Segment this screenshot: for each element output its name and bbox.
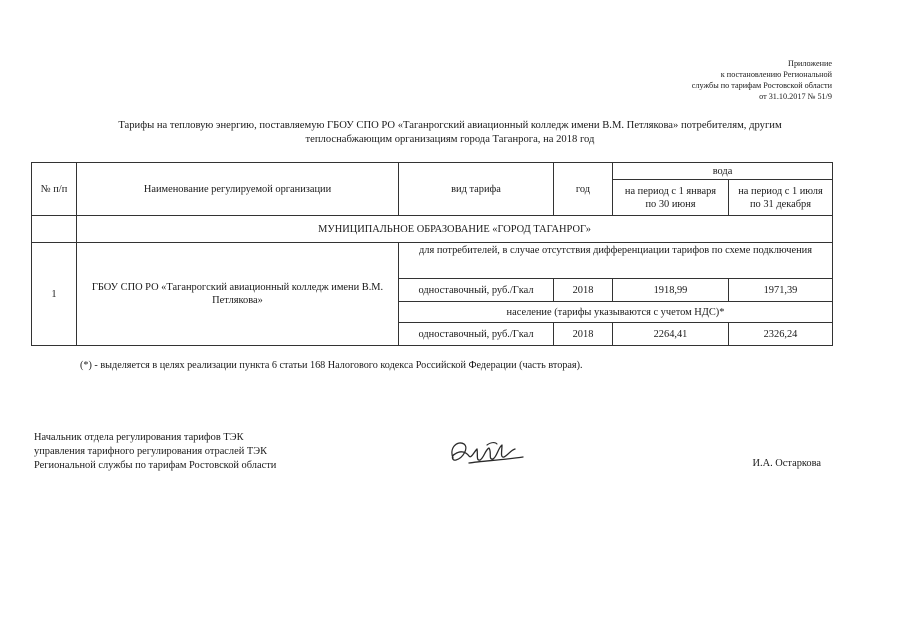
- title-line-2: теплоснабжающим организациям города Таганрога, на 2018 год: [305, 133, 595, 145]
- header-tariff-type: вид тарифа: [399, 163, 554, 216]
- year-cell: 2018: [554, 279, 613, 302]
- value-period-2: 2326,24: [729, 323, 833, 346]
- header-period-2: [729, 180, 833, 216]
- header-water: вода: [613, 163, 833, 180]
- header-period-1: [613, 180, 729, 216]
- consumers-note-row: [32, 243, 833, 279]
- signer-title-line: Начальник отдела регулирования тарифов ТЭК: [34, 432, 244, 443]
- header-year: год: [554, 163, 613, 216]
- municipality-row: [32, 216, 833, 243]
- value-period-1: 2264,41: [613, 323, 729, 346]
- period-1-line-1: на период с 1 января: [624, 185, 717, 197]
- footnote: (*) - выделяется в целях реализации пункта 6 статьи 168 Налогового кодекса Российской Федерации (часть вторая).: [80, 360, 583, 371]
- population-note: население (тарифы указываются с учетом НДС)*: [399, 302, 833, 323]
- header-number: № п/п: [32, 163, 77, 216]
- consumers-note: для потребителей, в случае отсутствия дифференциации тарифов по схеме подключения: [399, 243, 833, 279]
- title-line-1: Тарифы на тепловую энергию, поставляемую ГБОУ СПО РО «Таганрогский авиационный колледж имени В.М. Петлякова» потребителям, другим: [118, 120, 782, 131]
- period-2-line-2: по 31 декабря: [750, 198, 812, 210]
- signature-drawing: [447, 436, 527, 470]
- signer-name: И.А. Остаркова: [752, 458, 821, 469]
- document-title: [30, 119, 870, 146]
- year-cell: 2018: [554, 323, 613, 346]
- organization-name: ГБОУ СПО РО «Таганрогский авиационный колледж имени В.М. Петлякова»: [77, 243, 399, 346]
- appendix-line: к постановлению Региональной: [720, 70, 832, 79]
- period-1-line-2: по 30 июня: [645, 198, 696, 210]
- appendix-line: службы по тарифам Ростовской области: [691, 81, 832, 90]
- signer-title-line: управления тарифного регулирования отраслей ТЭК: [34, 446, 268, 457]
- value-period-2: 1971,39: [729, 279, 833, 302]
- tariff-type-cell: одноставочный, руб./Гкал: [399, 323, 554, 346]
- municipality-name: МУНИЦИПАЛЬНОЕ ОБРАЗОВАНИЕ «ГОРОД ТАГАНРОГ»: [77, 216, 833, 243]
- tariff-table: [31, 162, 833, 346]
- signer-title-line: Региональной службы по тарифам Ростовской области: [34, 460, 277, 471]
- row-number: 1: [32, 243, 77, 346]
- value-period-1: 1918,99: [613, 279, 729, 302]
- appendix-block: [572, 58, 832, 102]
- appendix-line: Приложение: [788, 59, 832, 68]
- appendix-line: от 31.10.2017 № 51/9: [759, 92, 832, 101]
- period-2-line-1: на период с 1 июля: [738, 185, 823, 197]
- signer-position: [34, 431, 276, 473]
- tariff-type-cell: одноставочный, руб./Гкал: [399, 279, 554, 302]
- municipality-number-cell: [32, 216, 77, 243]
- handwritten-signature: [447, 436, 527, 475]
- header-organization: Наименование регулируемой организации: [77, 163, 399, 216]
- header-row-1: [32, 163, 833, 180]
